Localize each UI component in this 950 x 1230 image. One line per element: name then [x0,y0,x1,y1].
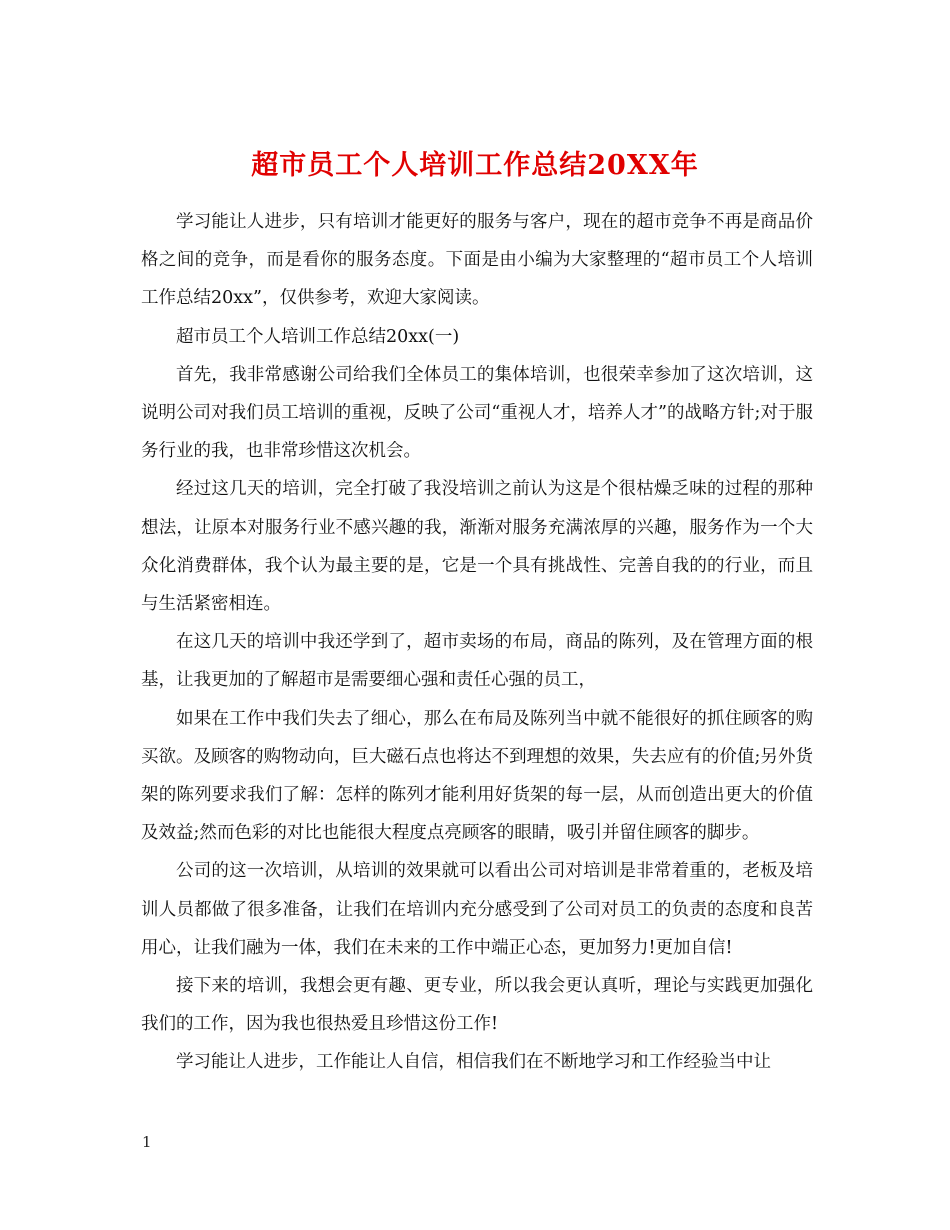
section-heading: 超市员工个人培训工作总结20xx(一) [176,326,460,347]
paragraph: 如果在工作中我们失去了细心，那么在布局及陈列当中就不能很好的抓住顾客的购买欲。及顾客的购物动向，巨大磁石点也将达不到理想的效果，失去应有的价值;另外货架的陈列要求我们了解：怎样的陈列才能利用好货架的每一层，从而创造出更大的价值及效益;然而色彩的对比也能很大程度点亮顾客的眼睛，吸引并留住顾客的脚步。 [141,708,813,844]
page-number: 1 [142,1133,152,1151]
paragraph-intro: 学习能让人进步，只有培训才能更好的服务与客户，现在的超市竞争不再是商品价格之间的竞争，而是看你的服务态度。下面是由小编为大家整理的“超市员工个人培训工作总结20xx”，仅供参考，欢迎大家阅读。 [141,212,813,309]
paragraph: 学习能让人进步，工作能让人自信，相信我们在不断地学习和工作经验当中让 [176,1052,771,1073]
paragraph: 在这几天的培训中我还学到了，超市卖场的布局，商品的陈列，及在管理方面的根基，让我更加的了解超市是需要细心强和责任心强的员工， [141,632,813,691]
paragraph: 公司的这一次培训，从培训的效果就可以看出公司对培训是非常着重的，老板及培训人员都做了很多准备，让我们在培训内充分感受到了公司对员工的负责的态度和良苦用心，让我们融为一体，我们在未来的工作中端正心态，更加努力!更加自信! [141,861,813,958]
paragraph: 首先，我非常感谢公司给我们全体员工的集体培训，也很荣幸参加了这次培训，这说明公司对我们员工培训的重视，反映了公司“重视人才，培养人才”的战略方针;对于服务行业的我，也非常珍惜这次机会。 [141,364,813,462]
document-title: 超市员工个人培训工作总结20XX年 [251,150,699,182]
paragraph: 经过这几天的培训，完全打破了我没培训之前认为这是个很枯燥乏味的过程的那种想法，让原本对服务行业不感兴趣的我，渐渐对服务充满浓厚的兴趣，服务作为一个大众化消费群体，我个认为最主要的是，它是一个具有挑战性、完善自我的的行业，而且与生活紧密相连。 [141,479,813,615]
document-body [141,203,813,1082]
paragraph: 接下来的培训，我想会更有趣、更专业，所以我会更认真听，理论与实践更加强化我们的工作，因为我也很热爱且珍惜这份工作! [141,976,813,1035]
